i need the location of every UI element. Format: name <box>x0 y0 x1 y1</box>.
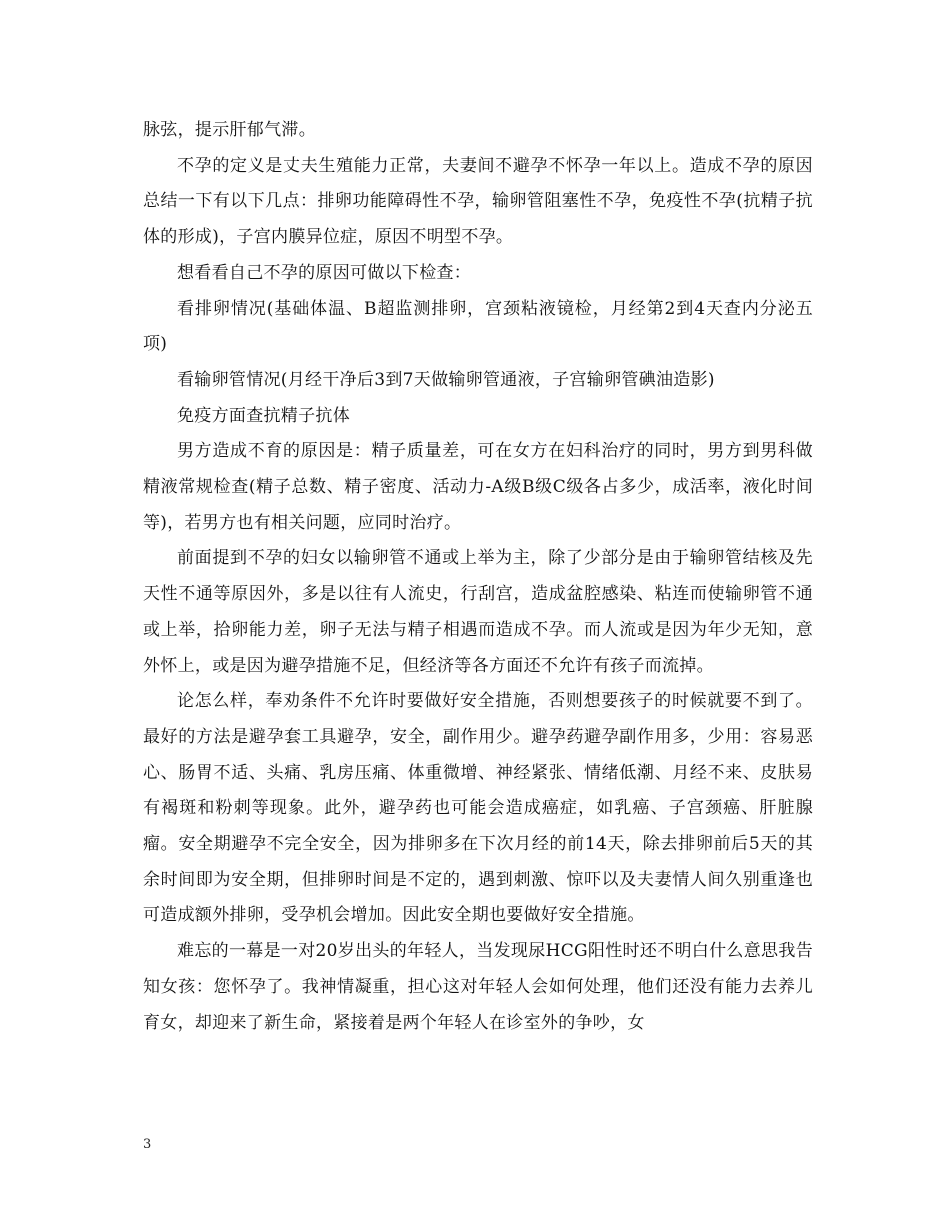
paragraph-8: 前面提到不孕的妇女以输卵管不通或上举为主，除了少部分是由于输卵管结核及先天性不通等原因外，多是以往有人流史，行刮宫，造成盆腔感染、粘连而使输卵管不通或上举，拾卵能力差，卵子无法与精子相遇而造成不孕。而人流或是因为年少无知，意外怀上，或是因为避孕措施不足，但经济等各方面还不允许有孩子而流掉。 <box>143 548 813 676</box>
paragraph-10: 难忘的一幕是一对20岁出头的年轻人，当发现尿HCG阳性时还不明白什么意思我告知女孩：您怀孕了。我神情凝重，担心这对年轻人会如何处理，他们还没有能力去养儿育女，却迎来了新生命，紧接着是两个年轻人在诊室外的争吵，女 <box>143 941 813 1033</box>
paragraph-9: 论怎么样，奉劝条件不允许时要做好安全措施，否则想要孩子的时候就要不到了。最好的方法是避孕套工具避孕，安全，副作用少。避孕药避孕副作用多，少用：容易恶心、肠胃不适、头痛、乳房压痛、体重微增、神经紧张、情绪低潮、月经不来、皮肤易有褐斑和粉刺等现象。此外，避孕药也可能会造成癌症，如乳癌、子宫颈癌、肝脏腺瘤。安全期避孕不完全安全，因为排卵多在下次月经的前14天，除去排卵前后5天的其余时间即为安全期，但排卵时间是不定的，遇到刺激、惊吓以及夫妻情人间久别重逢也可造成额外排卵，受孕机会增加。因此安全期也要做好安全措施。 <box>143 691 813 926</box>
page-number: 3 <box>143 1137 152 1152</box>
paragraph-1: 脉弦，提示肝郁气滞。 <box>143 120 316 140</box>
paragraph-3: 想看看自己不孕的原因可做以下检查： <box>177 262 472 283</box>
paragraph-7: 男方造成不育的原因是：精子质量差，可在女方在妇科治疗的同时，男方到男科做精液常规检查(精子总数、精子密度、活动力-A级B级C级各占多少，成活率，液化时间等)，若男方也有相关问题，应同时治疗。 <box>143 441 813 533</box>
paragraph-5: 看输卵管情况(月经干净后3到7天做输卵管通液，子宫输卵管碘油造影) <box>177 369 715 390</box>
document-body <box>143 113 813 1041</box>
paragraph-2: 不孕的定义是丈夫生殖能力正常，夫妻间不避孕不怀孕一年以上。造成不孕的原因总结一下有以下几点：排卵功能障碍性不孕，输卵管阻塞性不孕，免疫性不孕(抗精子抗体的形成)，子宫内膜异位症，原因不明型不孕。 <box>143 155 813 248</box>
paragraph-4: 看排卵情况(基础体温、B超监测排卵，宫颈粘液镜检，月经第2到4天查内分泌五项) <box>143 298 813 355</box>
paragraph-6: 免疫方面查抗精子抗体 <box>177 405 350 426</box>
